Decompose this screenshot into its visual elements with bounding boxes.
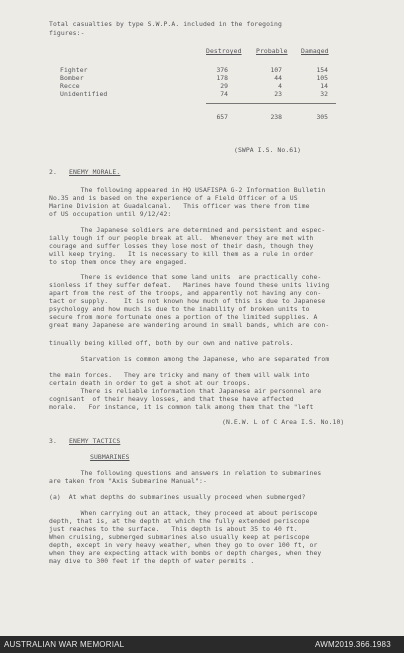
- cell-probable: 4: [278, 82, 282, 90]
- cell-destroyed: 376: [216, 66, 228, 74]
- para-line: psychology and how much is due to the inability of broken units to: [49, 305, 310, 313]
- source-ref: (N.E.W. L of C Area I.S. No.10): [222, 418, 345, 426]
- cell-damaged: 154: [316, 66, 328, 74]
- intro-line-1: Total casualties by type S.W.P.A. included in the foregoing: [49, 20, 282, 28]
- cell-destroyed: 74: [220, 90, 228, 98]
- para-line: great many Japanese are wandering around in small bands, which are con-: [49, 321, 330, 329]
- para-line: No.35 and is based on the experience of a Field Officer of a US: [49, 194, 298, 202]
- para-line: may dive to 300 feet if the depth of water permits .: [49, 557, 255, 565]
- para-line: just reaches to the surface. This depth is about 35 to 40 ft.: [49, 525, 298, 533]
- col-header-probable: Probable: [256, 47, 288, 55]
- para-line: depth, that is, at the depth at which the fully extended periscope: [49, 517, 310, 525]
- cell-damaged: 14: [320, 82, 328, 90]
- section-heading: ENEMY MORALE.: [69, 168, 121, 176]
- question-line: (a) At what depths do submarines usually proceed when submerged?: [49, 493, 306, 501]
- para-line: There is evidence that some land units are practically cohe-: [49, 273, 322, 281]
- cell-probable: 44: [274, 74, 282, 82]
- section-heading: ENEMY TACTICS: [69, 437, 121, 445]
- para-line: of US occupation until 9/12/42:: [49, 210, 172, 218]
- para-line: certain death in order to get a shot at our troops.: [49, 379, 251, 387]
- para-line: The following appeared in HQ USAFISPA G-2 Information Bulletin: [49, 186, 326, 194]
- cell-destroyed: 178: [216, 74, 228, 82]
- para-line: ially tough if our people break at all. Whenever they are met with: [49, 234, 314, 242]
- para-line: Marine Division at Guadalcanal. This officer was there from time: [49, 202, 310, 210]
- archive-reference: AWM2019.366.1983: [315, 640, 391, 649]
- section-number: 3.: [49, 437, 57, 445]
- para-line: There is reliable information that Japanese air personnel are: [49, 387, 322, 395]
- section-number: 2.: [49, 168, 57, 176]
- para-line: courage and suffer losses they lose most of their dash, though they: [49, 242, 314, 250]
- archive-footer: [0, 636, 404, 653]
- total-rule: [206, 103, 336, 104]
- row-label: Recce: [60, 82, 80, 90]
- row-label: Fighter: [60, 66, 88, 74]
- para-line: When carrying out an attack, they proceed at about periscope: [49, 509, 318, 517]
- total-probable: 238: [270, 113, 282, 121]
- total-destroyed: 657: [216, 113, 228, 121]
- total-damaged: 305: [316, 113, 328, 121]
- para-line: cognisant of their heavy losses, and that these have affected: [49, 395, 294, 403]
- para-line: tact or supply. It is not known how much of this is due to Japanese: [49, 297, 326, 305]
- cell-damaged: 32: [320, 90, 328, 98]
- para-line: are taken from "Axis Submarine Manual":-: [49, 477, 207, 485]
- archive-name: AUSTRALIAN WAR MEMORIAL: [4, 640, 125, 649]
- row-label: Bomber: [60, 74, 84, 82]
- para-line: Starvation is common among the Japanese, who are separated from: [49, 355, 330, 363]
- para-line: When cruising, submerged submarines also usually keep at periscope: [49, 533, 310, 541]
- col-header-destroyed: Destroyed: [206, 47, 242, 55]
- subheading: SUBMARINES: [90, 453, 130, 461]
- cell-destroyed: 29: [220, 82, 228, 90]
- para-line: tinually being killed off, both by our own and native patrols.: [49, 339, 294, 347]
- para-line: the main forces. They are tricky and many of them will walk into: [49, 371, 310, 379]
- para-line: apart from the rest of the troops, and apparently not having any con-: [49, 289, 322, 297]
- para-line: when they are expecting attack with bombs or depth charges, when they: [49, 549, 322, 557]
- para-line: The Japanese soldiers are determined and persistent and espec-: [49, 226, 326, 234]
- para-line: will keep trying. It is necessary to kill them as a rule in order: [49, 250, 314, 258]
- col-header-damaged: Damaged: [301, 47, 329, 55]
- cell-probable: 107: [270, 66, 282, 74]
- cell-damaged: 105: [316, 74, 328, 82]
- para-line: secure from more fortunate ones a portion of the limited supplies. A: [49, 313, 318, 321]
- para-line: The following questions and answers in relation to submarines: [49, 469, 322, 477]
- row-label: Unidentified: [60, 90, 108, 98]
- para-line: to stop them once they are engaged.: [49, 258, 188, 266]
- para-line: depth, except in very heavy weather, when they go to over 100 ft, or: [49, 541, 318, 549]
- cell-probable: 23: [274, 90, 282, 98]
- para-line: morale. For instance, it is common talk among them that the "left: [49, 403, 314, 411]
- intro-line-2: figures:-: [49, 29, 85, 37]
- source-ref: (SWPA I.S. No.61): [234, 146, 302, 154]
- para-line: sionless if they suffer defeat. Marines have found these units living: [49, 281, 330, 289]
